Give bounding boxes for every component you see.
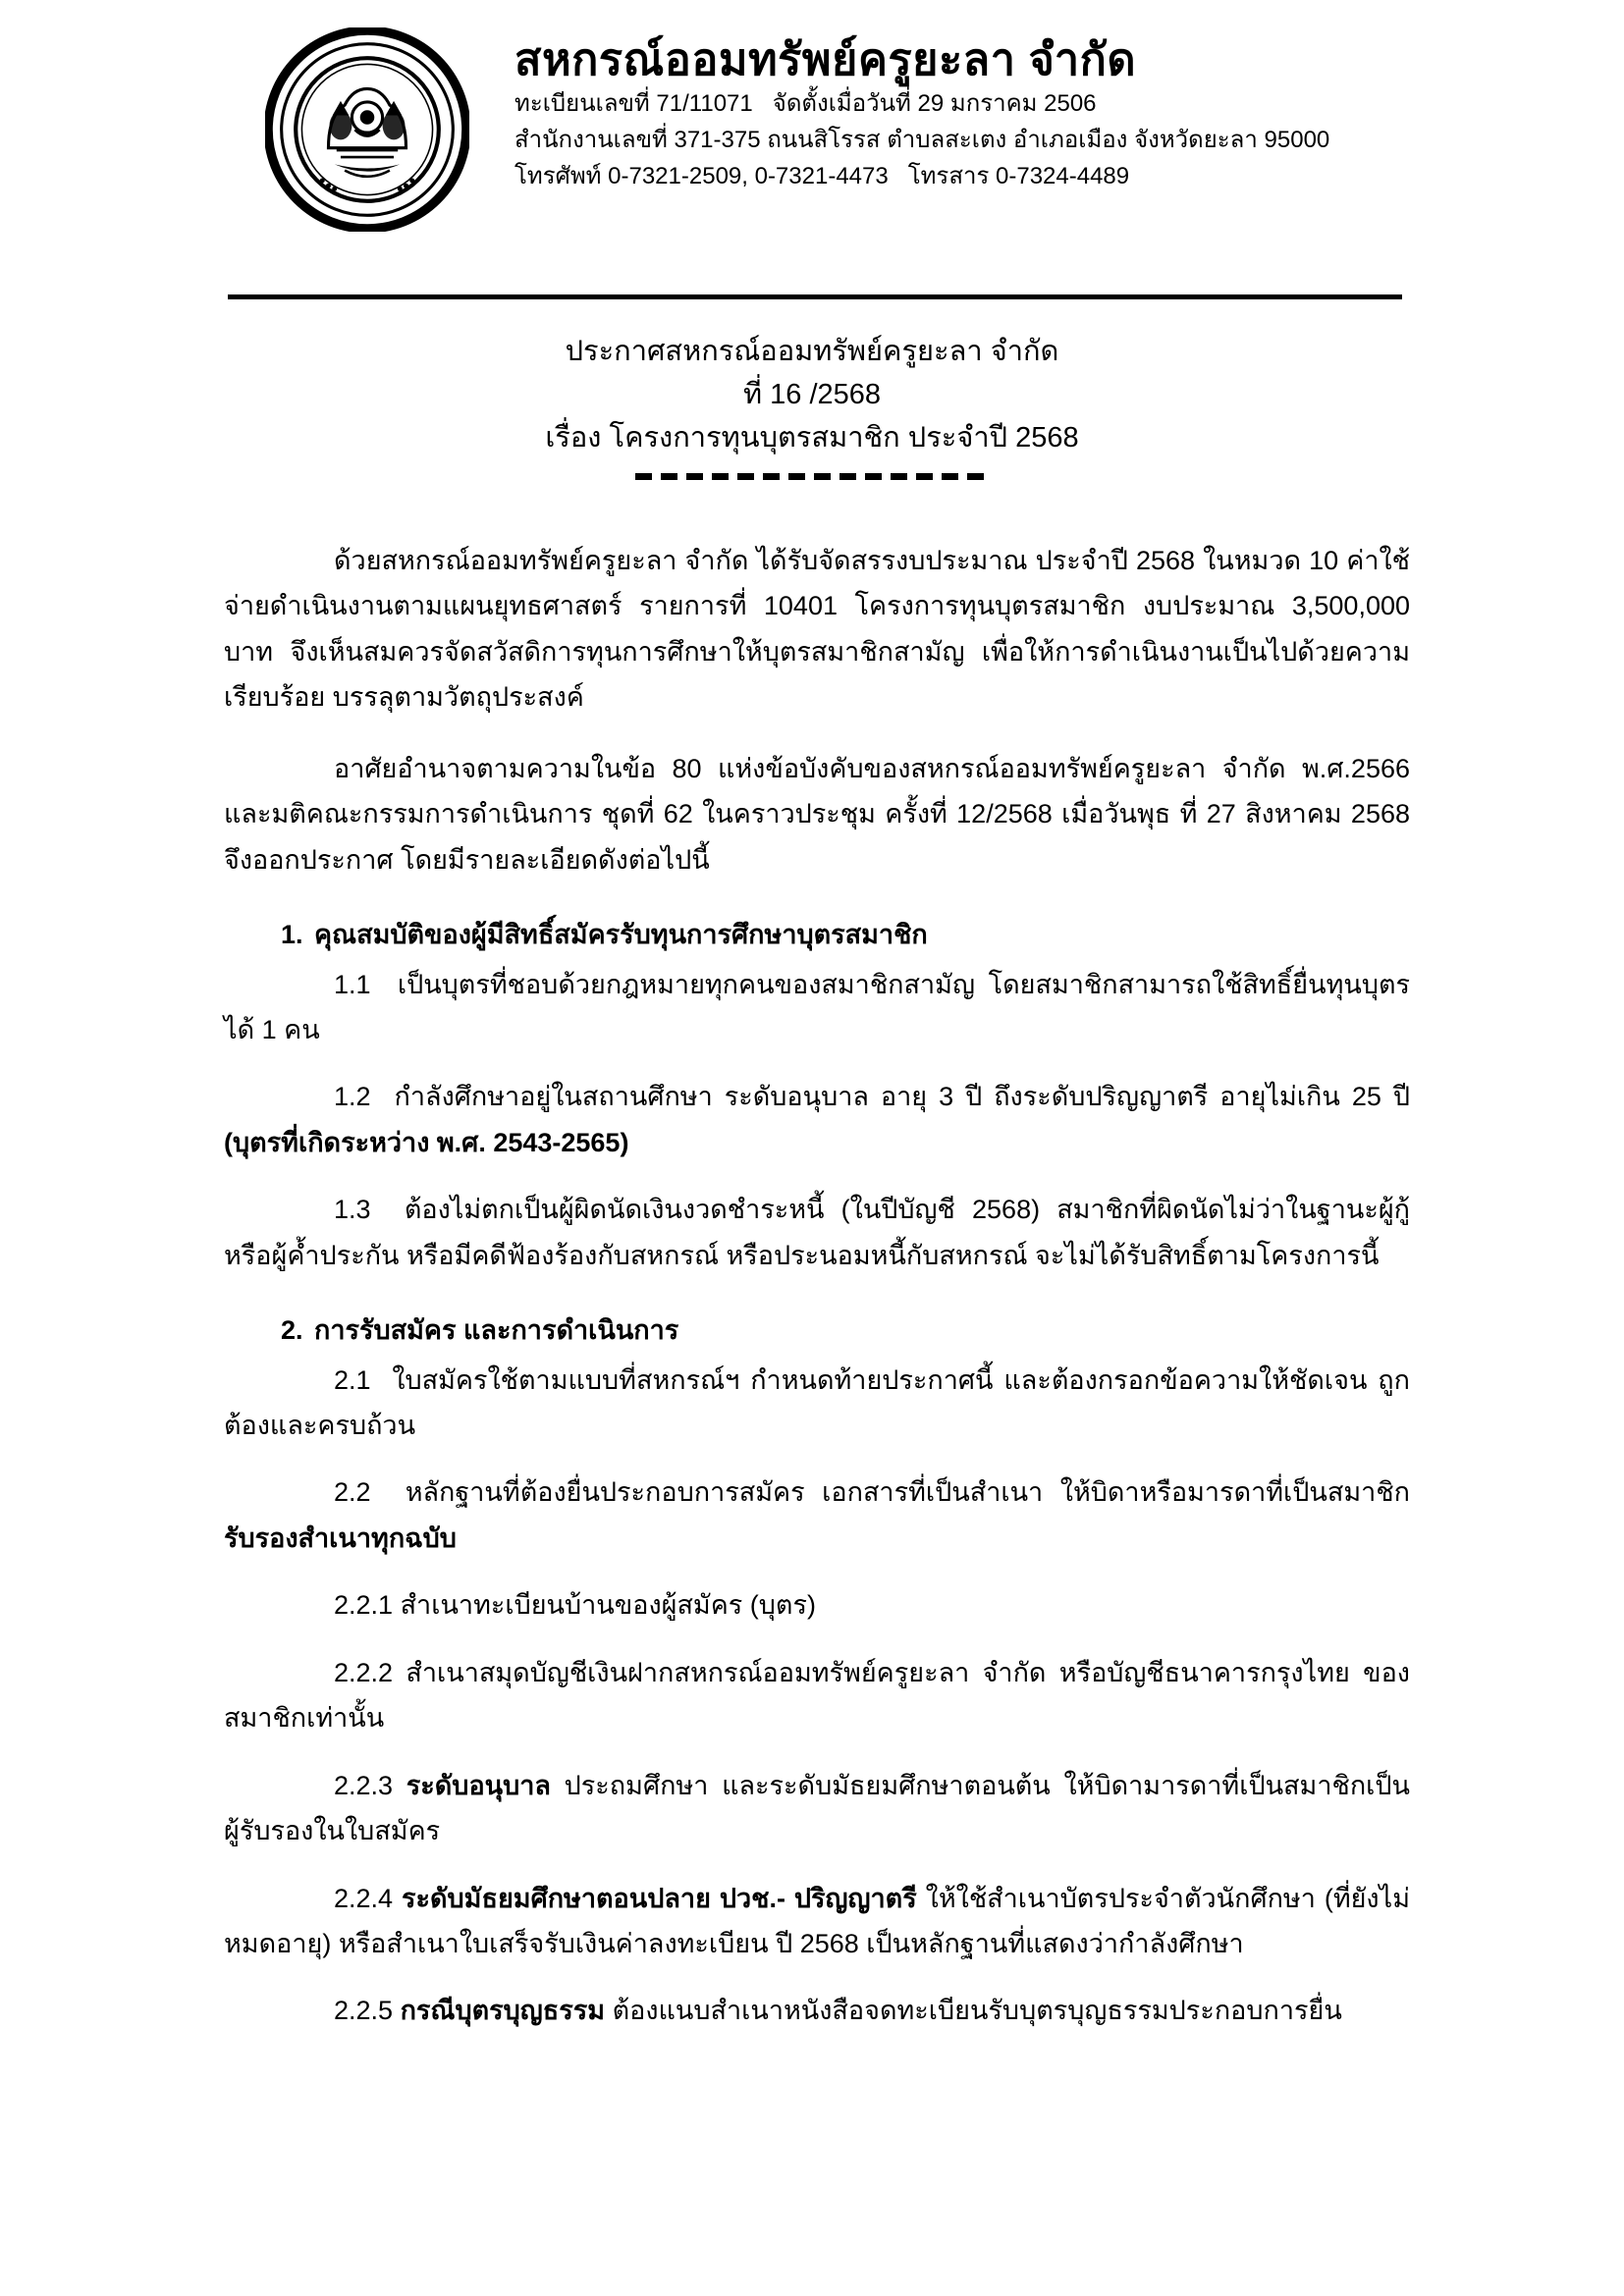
item-2-2-3-label: 2.2.3 — [334, 1770, 394, 1800]
section-number-1: 1. — [281, 920, 303, 950]
item-2-2-2-text: สำเนาสมุดบัญชีเงินฝากสหกรณ์ออมทรัพย์ครูยะลา จำกัด หรือบัญชีธนาคารกรุงไทย ของสมาชิกเท่านั้น — [224, 1657, 1410, 1734]
item-1-2-label: 1.2 — [334, 1082, 371, 1112]
item-2-2-5-text: ต้องแนบสำเนาหนังสือจดทะเบียนรับบุตรบุญธรรมประกอบการยื่น — [605, 1996, 1342, 2026]
section-heading-2 — [224, 1308, 1410, 1353]
title-dash-divider — [635, 473, 989, 480]
item-2-2-5-label: 2.2.5 — [334, 1996, 394, 2026]
item-2-1 — [224, 1358, 1410, 1449]
item-2-2-5 — [224, 1988, 1410, 2033]
registration-line — [514, 85, 1624, 122]
cooperative-seal-icon — [265, 27, 469, 232]
announcement-number: ที่ 16 /2568 — [742, 379, 882, 411]
item-1-1-text: เป็นบุตรที่ชอบด้วยกฎหมายทุกคนของสมาชิกสามัญ โดยสมาชิกสามารถใช้สิทธิ์ยื่นทุนบุตรได้ 1 คน — [224, 969, 1410, 1044]
phone-number: โทรศัพท์ 0-7321-2509, 0-7321-4473 — [514, 163, 889, 190]
fax-number: โทรสาร 0-7324-4489 — [907, 163, 1130, 190]
section-number-2: 2. — [281, 1315, 303, 1346]
item-2-2-1-text: สำเนาทะเบียนบ้านของผู้สมัคร (บุตร) — [400, 1590, 816, 1621]
seal-container — [265, 27, 493, 232]
item-2-2-4-label: 2.2.4 — [334, 1883, 394, 1913]
item-2-2-label: 2.2 — [334, 1477, 371, 1508]
contact-line — [514, 158, 1624, 194]
org-name: สหกรณ์ออมทรัพย์ครูยะลา จำกัด — [514, 34, 1137, 84]
item-2-2-4-text: ให้ใช้สำเนาบัตรประจำตัวนักศึกษา (ที่ยังไม่หมดอายุ) หรือสำเนาใบเสร็จรับเงินค่าลงทะเบียน ปี 2568 เป็นหลักฐานที่แสดงว่ากำลังศึกษา — [224, 1883, 1410, 1958]
item-2-2-1-label: 2.2.1 — [334, 1590, 394, 1621]
establishment-date: จัดตั้งเมื่อวันที่ 29 มกราคม 2506 — [772, 90, 1097, 118]
intro-paragraph-1: ด้วยสหกรณ์ออมทรัพย์ครูยะลา จำกัด ได้รับจัดสรรงบประมาณ ประจำปี 2568 ในหมวด 10 ค่าใช้จ่ายดำเนินงานตามแผนยุทธศาสตร์ รายการที่ 10401 โครงการทุนบุตรสมาชิก งบประมาณ 3,500,000 บาท จึงเห็นสมควรจัดสวัสดิการทุนการศึกษาให้บุตรสมาชิกสามัญ เพื่อให้การดำเนินงานเป็นไปด้วยความเรียบร้อย บรรลุตามวัตถุประสงค์ — [224, 546, 1410, 713]
address-line: สำนักงานเลขที่ 371-375 ถนนสิโรรส ตำบลสะเตง อำเภอเมือง จังหวัดยะลา 95000 — [514, 127, 1330, 154]
section-title-1: คุณสมบัติของผู้มีสิทธิ์สมัครรับทุนการศึกษาบุตรสมาชิก — [314, 920, 928, 950]
item-1-3 — [224, 1187, 1410, 1278]
item-1-3-text: ต้องไม่ตกเป็นผู้ผิดนัดเงินงวดชำระหนี้ (ในปีบัญชี 2568) สมาชิกที่ผิดนัดไม่ว่าในฐานะผู้กู้หรือผู้ค้ำประกัน หรือมีคดีฟ้องร้องกับสหกรณ์ หรือประนอมหนี้กับสหกรณ์ จะไม่ได้รับสิทธิ์ตามโครงการนี้ — [224, 1195, 1410, 1270]
item-2-2-2-label: 2.2.2 — [334, 1657, 394, 1687]
item-2-2-certify-note: รับรองสำเนาทุกฉบับ — [224, 1522, 457, 1553]
item-1-2-birth-range: (บุตรที่เกิดระหว่าง พ.ศ. 2543-2565) — [224, 1127, 629, 1157]
letterhead — [0, 0, 1624, 267]
org-info — [514, 33, 1624, 195]
registration-number: ทะเบียนเลขที่ 71/11071 — [514, 90, 753, 118]
header-divider — [228, 294, 1402, 299]
item-1-2 — [224, 1074, 1410, 1165]
item-2-2-4-level: ระดับมัธยมศึกษาตอนปลาย ปวช.- ปริญญาตรี — [402, 1883, 917, 1913]
item-2-2-4 — [224, 1876, 1410, 1967]
item-2-2 — [224, 1469, 1410, 1561]
announcement-subject: เรื่อง โครงการทุนบุตรสมาชิก ประจำปี 2568 — [545, 422, 1079, 454]
intro-paragraph-2: อาศัยอำนาจตามความในข้อ 80 แห่งข้อบังคับของสหกรณ์ออมทรัพย์ครูยะลา จำกัด พ.ศ.2566 และมติคณะกรรมการดำเนินการ ชุดที่ 62 ในคราวประชุม ครั้งที่ 12/2568 เมื่อวันพุธ ที่ 27 สิงหาคม 2568 จึงออกประกาศ โดยมีรายละเอียดดังต่อไปนี้ — [224, 753, 1410, 875]
section-heading-1 — [224, 912, 1410, 957]
item-2-2-2 — [224, 1650, 1410, 1741]
announcement-title: ประกาศสหกรณ์ออมทรัพย์ครูยะลา จำกัด — [565, 336, 1059, 367]
item-2-2-text: หลักฐานที่ต้องยื่นประกอบการสมัคร เอกสารที่เป็นสำเนา ให้บิดาหรือมารดาที่เป็นสมาชิก — [405, 1477, 1410, 1508]
item-2-1-text: ใบสมัครใช้ตามแบบที่สหกรณ์ฯ กำหนดท้ายประกาศนี้ และต้องกรอกข้อความให้ชัดเจน ถูกต้องและครบถ้วน — [224, 1364, 1410, 1440]
item-2-2-3-level: ระดับอนุบาล — [406, 1770, 551, 1800]
item-1-1-label: 1.1 — [334, 969, 371, 999]
item-2-2-1 — [224, 1582, 1410, 1628]
item-1-1 — [224, 962, 1410, 1053]
item-2-2-5-case: กรณีบุตรบุญธรรม — [400, 1996, 606, 2026]
section-title-2: การรับสมัคร และการดำเนินการ — [314, 1315, 679, 1346]
item-2-1-label: 2.1 — [334, 1364, 371, 1395]
item-1-3-label: 1.3 — [334, 1195, 371, 1225]
item-2-2-3-text: ประถมศึกษา และระดับมัธยมศึกษาตอนต้น ให้บิดามารดาที่เป็นสมาชิกเป็นผู้รับรองในใบสมัคร — [224, 1770, 1410, 1846]
announcement-title-block — [0, 330, 1624, 480]
item-2-2-3 — [224, 1763, 1410, 1854]
document-body — [224, 538, 1410, 2040]
item-1-2-text: กำลังศึกษาอยู่ในสถานศึกษา ระดับอนุบาล อายุ 3 ปี ถึงระดับปริญญาตรี อายุไม่เกิน 25 ปี — [394, 1082, 1410, 1112]
